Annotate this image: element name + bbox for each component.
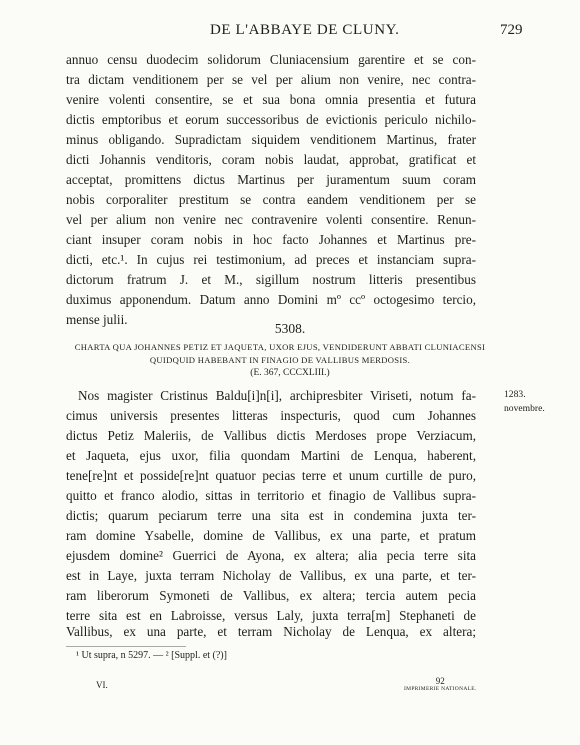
charter-number: 5308. <box>274 321 306 336</box>
text-line: venire volenti consentire, se et sua bona omnia presentia et futura <box>66 92 476 107</box>
text-line: Nos magister Cristinus Baldu[i]n[i], archipresbiter Viriseti, notum fa- <box>78 388 476 403</box>
text-line: quitto et franco alodio, sittas in territorio et finagio de Vallibus supra- <box>66 488 476 503</box>
printer-name: IMPRIMERIE NATIONALE. <box>404 686 477 692</box>
text-line: dictus Petiz Maleriis, de Vallibus dictis Merdoses prope Verziacum, <box>66 428 476 443</box>
charter-title: QUIDQUID HABEBANT IN FINAGIO DE VALLIBUS MERDOSIS. <box>149 355 411 365</box>
text-line: dicti Johannis venditoris, coram nobis laudat, approbat, gratificat et <box>66 152 476 167</box>
text-line: ejusdem domine² Guerrici de Ayona, ex altera; alia pecia terre sita <box>66 548 476 563</box>
text-line: terre sita est en Labroisse, versus Laly, juxta terra[m] Stephaneti de <box>66 608 476 623</box>
text-line: tene[re]nt et posside[re]nt quatuor pecias terre et unum curtille de puro, <box>66 468 476 483</box>
footnote-rule <box>66 646 186 647</box>
printer-signature <box>404 676 477 693</box>
text-line: mense julii. <box>66 312 128 327</box>
text-line: dictis emptoribus et eorum successoribus de evictionis periculo nichilo- <box>66 112 476 127</box>
running-title: DE L'ABBAYE DE CLUNY. <box>210 22 400 38</box>
charter-title: CHARTA QUA JOHANNES PETIZ ET JAQUETA, UXOR EJUS, VENDIDERUNT ABBATI CLUNIACENSI <box>74 342 486 352</box>
text-line: vel per alium non venire nec contravenire volenti consentire. Renun- <box>66 212 476 227</box>
text-line: acceptat, promittens dictus Martinus per juramentum suum coram <box>66 172 476 187</box>
signature-number: 92 <box>435 676 445 686</box>
text-line: est in Laye, juxta terram Nicholay de Vallibus, ex una parte, et ter- <box>66 568 476 583</box>
text-line: dicti, etc.¹. In cujus rei testimonium, ad preces et instanciam supra- <box>66 252 476 267</box>
text-line: ram domine Ysabelle, domine de Vallibus, ex una parte, et pratum <box>66 528 476 543</box>
text-line: duximus apponendum. Datum anno Domini mº ccº octogesimo tercio, <box>66 292 476 307</box>
margin-date-month: novembre. <box>504 403 545 414</box>
charter-reference: (E. 367, CCCXLIII.) <box>250 368 330 378</box>
page-header <box>0 22 580 42</box>
text-line: Vallibus, ex una parte, et terram Nicholay de Lenqua, ex altera; <box>66 624 476 639</box>
text-line: dictis; quarum peciarum terre una sita est in condemina juxta ter- <box>66 508 476 523</box>
text-line: nobis corporaliter prestitum se contra eandem venditionem per se <box>66 192 476 207</box>
text-line: et Jaqueta, ejus uxor, filia quondam Martini de Lenqua, haberent, <box>66 448 476 463</box>
text-line: tra dictam venditionem per se vel per alium non venire, nec contra- <box>66 72 476 87</box>
page-number: 729 <box>500 22 523 38</box>
footnote: ¹ Ut supra, n 5297. — ² [Suppl. et (?)] <box>76 650 227 661</box>
margin-date-year: 1283. <box>504 389 526 400</box>
text-line: cimus universis presentes litteras inspecturis, quod cum Johannes <box>66 408 476 423</box>
text-line: ram liberorum Symoneti de Vallibus, ex altera; tercia autem pecia <box>66 588 476 603</box>
text-line: dictorum fratrum J. et M., sigillum nostrum litteris presentibus <box>66 272 476 287</box>
text-line: annuo censu duodecim solidorum Cluniacensium garentire et se con- <box>66 52 476 67</box>
text-line: minus obligando. Supradictam siquidem venditionem Martinus, frater <box>66 132 476 147</box>
volume-number: VI. <box>96 680 108 690</box>
text-line: ciant insuper coram nobis in hoc facto Johannes et Martinus pre- <box>66 232 476 247</box>
